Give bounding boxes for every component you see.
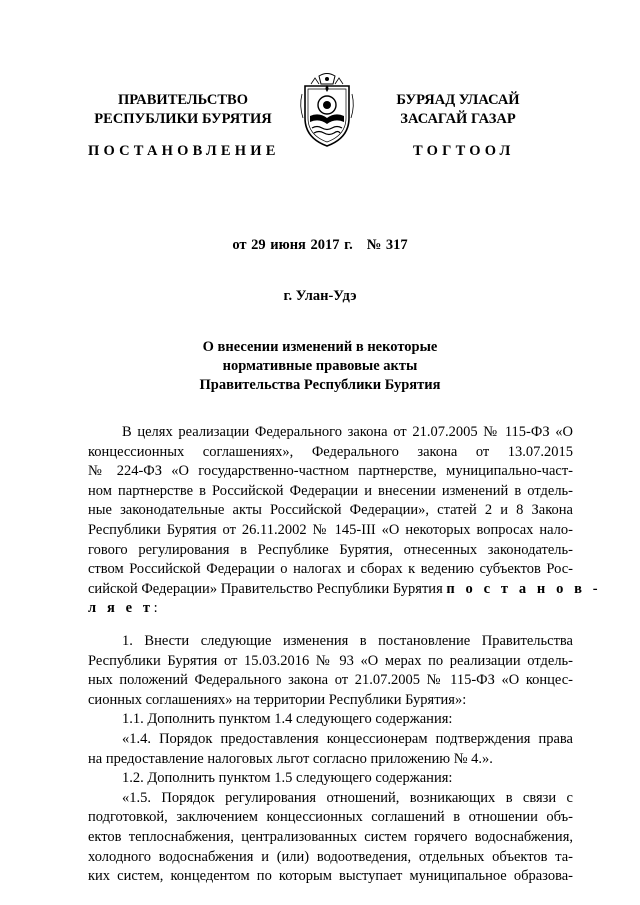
preamble-line: В целях реализации Федерального закона от 21.07.2005 № 115-ФЗ «О <box>122 424 573 440</box>
preamble-paragraph <box>88 423 602 619</box>
item-line: подготовкой, заключением концессионных соглашений в отношении объ- <box>88 809 573 826</box>
document-number: № 317 <box>366 237 408 253</box>
item-line: 1.1. Дополнить пунктом 1.4 следующего содержания: <box>122 711 453 728</box>
preamble-line: Республики Бурятия от 26.11.2002 № 145-III «О некоторых вопросах нало- <box>88 521 573 538</box>
item-line: «1.5. Порядок регулирования отношений, возникающих в связи с <box>122 789 573 806</box>
title-line2: нормативные правовые акты <box>222 358 418 374</box>
item-line: 1.2. Дополнить пунктом 1.5 следующего содержания: <box>122 770 453 787</box>
document-date: от 29 июня 2017 г. <box>232 237 353 253</box>
item-line: ких систем, концедентом по которым выступает муниципальное образова- <box>88 868 573 885</box>
date-number-line <box>0 236 640 255</box>
item-line: Республики Бурятия от 15.03.2016 № 93 «О мерах по реализации отдель- <box>88 652 573 669</box>
preamble-line: ном партнерстве в Российской Федерации и внесении изменений в отдель- <box>88 482 573 499</box>
items-section <box>88 632 573 887</box>
item-line: сионных соглашениях» на территории Республики Бурятия»: <box>88 691 467 708</box>
preamble-line-with-resolve <box>88 580 602 600</box>
item-line: ектов теплоснабжения, централизованных систем горячего водоснабжения, <box>88 828 573 845</box>
resolve-line <box>88 599 573 619</box>
preamble-line: № 224-ФЗ «О государственно-частном партнерстве, муниципально-част- <box>88 463 573 480</box>
header-left-line2: РЕСПУБЛИКИ БУРЯТИЯ <box>94 111 272 127</box>
preamble-line: гового регулирования в Республике Бурятия, отнесенных законодатель- <box>88 541 573 558</box>
document-city: г. Улан-Удэ <box>283 288 357 304</box>
header-left <box>88 91 278 129</box>
header-left-line1: ПРАВИТЕЛЬСТВО <box>118 92 248 108</box>
item-line: на предоставление налоговых льгот согласно приложению № 4.». <box>88 750 493 767</box>
item-line: холодного водоснабжения и (или) водоотведения, отдельных объектов та- <box>88 848 573 865</box>
document-title <box>0 338 640 395</box>
title-line1: О внесении изменений в некоторые <box>202 339 438 355</box>
title-line3: Правительства Республики Бурятия <box>199 377 441 393</box>
item-line: 1. Внести следующие изменения в постановление Правительства <box>122 633 573 649</box>
doc-type-left: ПОСТАНОВЛЕНИЕ <box>88 143 280 159</box>
resolve-colon: : <box>153 600 158 617</box>
header-right <box>368 91 548 129</box>
item-line: «1.4. Порядок предоставления концессионерам подтверждения права <box>122 730 573 747</box>
header-right-line2: ЗАСАГАЙ ГАЗАР <box>400 111 516 127</box>
resolve-word-part1: п о с т а н о в - <box>446 580 602 597</box>
preamble-line: сийской Федерации» Правительство Республики Бурятия <box>88 580 443 597</box>
header-right-line1: БУРЯАД УЛАСАЙ <box>396 92 520 108</box>
coat-of-arms-icon <box>297 72 357 148</box>
preamble-line: ные законодательные акты Российской Федерации», статей 2 и 8 Закона <box>88 502 573 519</box>
doc-type-right: ТОГТООЛ <box>413 143 515 159</box>
item-line: ных положений Федерального закона от 21.07.2005 № 115-ФЗ «О концес- <box>88 672 573 689</box>
preamble-line: ством Российской Федерации о налогах и сборах к ведению субъектов Рос- <box>88 561 573 578</box>
resolve-word-part2: л я е т <box>88 600 154 617</box>
preamble-line: концессионных соглашениях», Федерального закона от 13.07.2015 <box>88 443 573 460</box>
